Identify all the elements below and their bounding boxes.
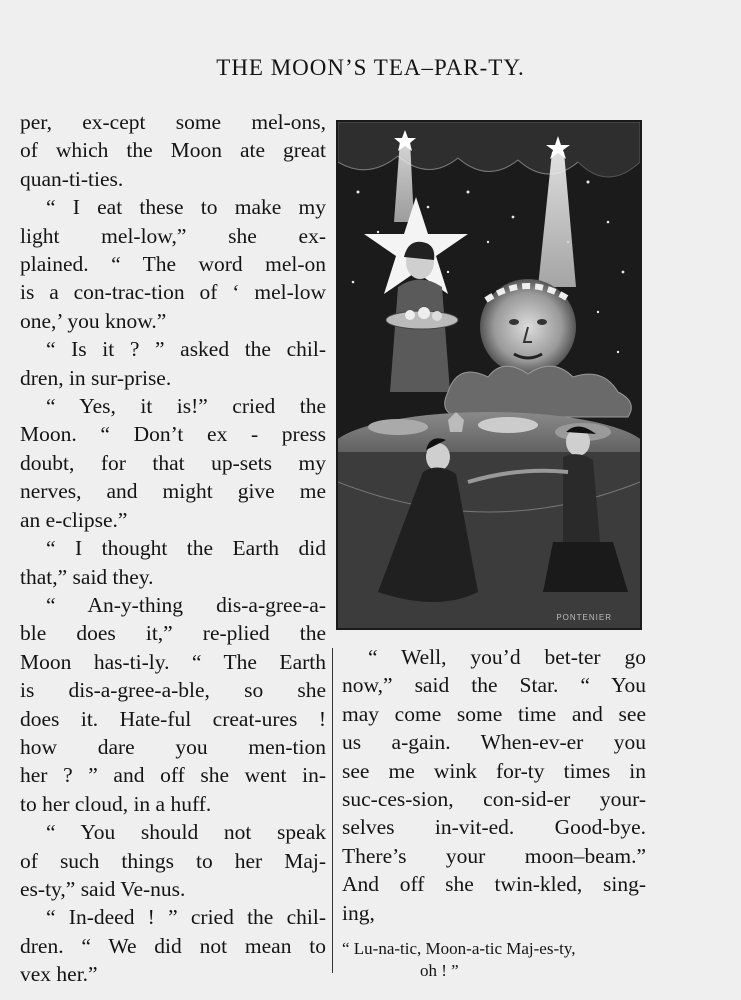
text-line: see me wink for-ty times in: [342, 758, 646, 783]
text-line: is a con-trac-tion of ‘ mel-low: [20, 280, 326, 305]
text-line: light mel-low,” she ex-: [20, 223, 326, 248]
right-text-column: [342, 643, 646, 927]
artist-signature: PONTENIER: [556, 613, 612, 622]
text-line: that,” said they.: [20, 564, 154, 589]
text-line: to her cloud, in a huff.: [20, 791, 212, 816]
text-line: dren. “ We did not mean to: [20, 933, 326, 958]
text-line: doubt, for that up-sets my: [20, 450, 326, 475]
text-line: “ Well, you’d bet-ter go: [368, 645, 646, 669]
text-line: “ An-y-thing dis-a-gree-a-: [46, 592, 326, 617]
text-line: Moon has-ti-ly. “ The Earth: [20, 649, 326, 674]
text-line: “ Yes, it is!” cried the: [46, 394, 326, 419]
text-line: “ I eat these to make my: [46, 195, 326, 220]
text-line: “ Is it ? ” asked the chil-: [46, 337, 326, 362]
text-line: selves in-vit-ed. Good-bye.: [342, 815, 646, 840]
text-line: ble does it,” re-plied the: [20, 621, 326, 646]
text-line: per, ex-cept some mel-ons,: [20, 110, 326, 134]
text-line: dren, in sur-prise.: [20, 365, 172, 390]
text-line: is dis-a-gree-a-ble, so she: [20, 678, 326, 703]
text-line: does it. Hate-ful creat-ures !: [20, 706, 326, 731]
text-line: us a-gain. When-ev-er you: [342, 730, 646, 755]
text-line: “ I thought the Earth did: [46, 536, 326, 561]
verse-line-1: “ Lu-na-tic, Moon-a-tic Maj-es-ty,: [342, 939, 576, 958]
running-head: THE MOON’S TEA–PAR-TY.: [216, 55, 525, 80]
column-divider: [332, 648, 333, 973]
text-line: And off she twin-kled, sing-: [342, 872, 646, 897]
text-line: her ? ” and off she went in-: [20, 763, 326, 788]
text-line: Moon. “ Don’t ex - press: [20, 422, 326, 447]
left-text-column: [20, 108, 326, 989]
text-line: “ In-deed ! ” cried the chil-: [46, 905, 326, 930]
verse-line-2: oh ! ”: [420, 961, 459, 980]
text-line: now,” said the Star. “ You: [342, 673, 646, 698]
moon-tea-party-illustration: [336, 120, 642, 630]
song-verse: [342, 938, 646, 982]
text-line: vex her.”: [20, 962, 98, 987]
text-line: of such things to her Maj-: [20, 848, 326, 873]
text-line: es-ty,” said Ve-nus.: [20, 876, 186, 901]
engraving-image: [338, 122, 640, 628]
text-line: of which the Moon ate great: [20, 138, 326, 163]
text-line: how dare you men-tion: [20, 734, 326, 759]
text-line: suc-ces-sion, con-sid-er your-: [342, 787, 646, 812]
text-line: ing,: [342, 900, 375, 925]
text-line: nerves, and might give me: [20, 479, 326, 504]
text-line: an e-clipse.”: [20, 507, 128, 532]
text-line: may come some time and see: [342, 701, 646, 726]
text-line: plained. “ The word mel-on: [20, 252, 326, 277]
text-line: one,’ you know.”: [20, 308, 167, 333]
text-line: quan-ti-ties.: [20, 166, 124, 191]
text-line: There’s your moon–beam.”: [342, 843, 646, 868]
text-line: “ You should not speak: [46, 820, 326, 845]
